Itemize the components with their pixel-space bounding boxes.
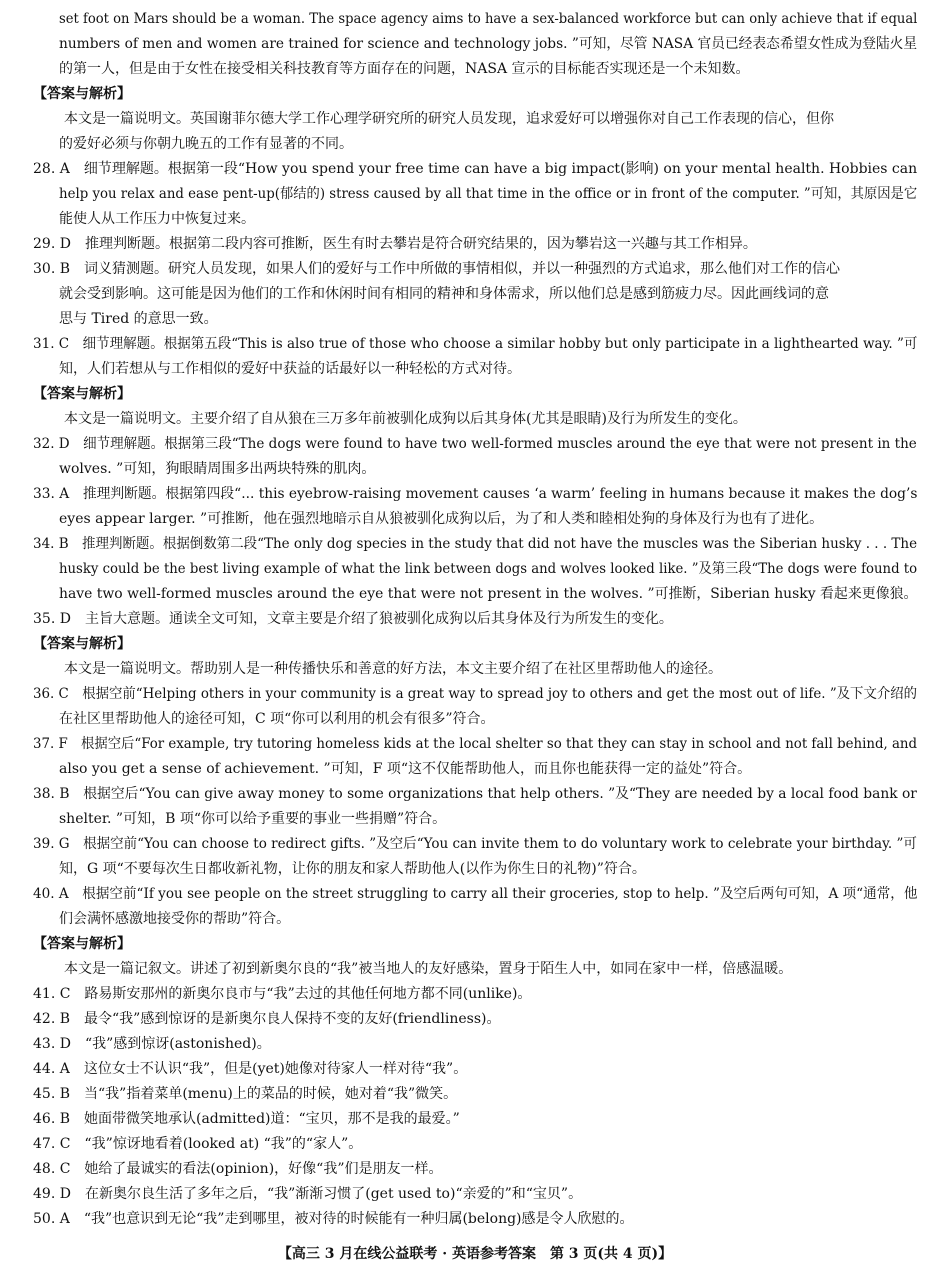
answer-item-continued: wolves. ”可知，狗眼睛周围多出两块特殊的肌肉。 [59,461,376,477]
text-line: numbers of men and women are trained for science and technology jobs. ”可知，尽管 NASA 官员已经表态希望女性成为登陆火星 [59,36,918,52]
answer-item-continued: 能使人从工作压力中恢复过来。 [59,211,255,227]
page-footer: 【高三 3 月在线公益联考 · 英语参考答案 第 3 页(共 4 页)】 [277,1246,673,1262]
passage-summary: 本文是一篇记叙文。讲述了初到新奥尔良的“我”被当地人的友好感染，置身于陌生人中，如同在家中一样，倍感温暖。 [64,961,793,977]
answer-item: 47. C “我”惊讶地看着(looked at) “我”的“家人”。 [33,1136,363,1152]
passage-summary: 本文是一篇说明文。主要介绍了自从狼在三万多年前被驯化成狗以后其身体(尤其是眼睛)及行为所发生的变化。 [64,411,747,427]
answer-item: 29. D 推理判断题。根据第二段内容可推断，医生有时去攀岩是符合研究结果的，因为攀岩这一兴趣与其工作相异。 [33,236,757,252]
answer-item-continued: also you get a sense of achievement. ”可知，F 项“这不仅能帮助他人，而且你也能获得一定的益处”符合。 [59,761,752,777]
answer-item-continued: 思与 Tired 的意思一致。 [59,311,218,327]
answer-item: 49. D 在新奥尔良生活了多年之后，“我”渐渐习惯了(get used to)“亲爱的”和“宝贝”。 [33,1186,583,1202]
answer-item-continued: husky could be the best living example of what the link between dogs and wolves looked like. ”及第三段“The dogs were found to [59,561,918,577]
answer-item-continued: 知，G 项“不要每次生日都收新礼物，让你的朋友和家人帮助他人(以作为你生日的礼物)”符合。 [59,861,646,877]
answer-item: 45. B 当“我”指着菜单(menu)上的菜品的时候，她对着“我”微笑。 [33,1086,458,1102]
answer-item-continued: shelter. ”可知，B 项“你可以给予重要的事业一些捐赠”符合。 [59,811,447,827]
answer-item: 30. B 词义猜测题。研究人员发现，如果人们的爱好与工作中所做的事情相似，并以一种强烈的方式追求，那么他们对工作的信心 [33,261,840,277]
answer-item: 48. C 她给了最诚实的看法(opinion)，好像“我”们是朋友一样。 [33,1161,443,1177]
answer-item: 34. B 推理判断题。根据倒数第二段“The only dog species in the study that did not have the muscles was the Siberian husky . . . The [33,536,918,552]
answer-item-continued: have two well-formed muscles around the eye that were not present in the wolves. ”可推断，Siberian husky 看起来更像狼。 [59,586,918,602]
answer-item: 42. B 最令“我”感到惊讶的是新奥尔良人保持不变的友好(friendliness)。 [33,1011,501,1027]
answer-item: 40. A 根据空前“If you see people on the street struggling to carry all their groceries, stop to help. ”及空后两句可知，A 项“通常，他 [33,886,918,902]
answer-item: 46. B 她面带微笑地承认(admitted)道：“宝贝，那不是我的最爱。” [33,1111,460,1127]
answer-item: 50. A “我”也意识到无论“我”走到哪里，被对待的时候能有一种归属(belong)感是令人欣慰的。 [33,1211,634,1227]
answer-item-continued: 们会满怀感激地接受你的帮助”符合。 [59,911,291,927]
section-heading: 【答案与解析】 [33,636,131,652]
text-line: 的第一人，但是由于女性在接受相关科技教育等方面存在的问题，NASA 宣示的目标能否实现还是一个未知数。 [59,61,750,77]
answer-item: 41. C 路易斯安那州的新奥尔良市与“我”去过的其他任何地方都不同(unlike)。 [33,986,532,1002]
answer-item: 43. D “我”感到惊讶(astonished)。 [33,1036,271,1052]
passage-summary: 的爱好必须与你朝九晚五的工作有显著的不同。 [59,136,353,152]
answer-item-continued: 知，人们若想从与工作相似的爱好中获益的话最好以一种轻松的方式对待。 [59,361,521,377]
answer-item-continued: help you relax and ease pent-up(郁结的) stress caused by all that time in the office or in front of the computer. ”可知，其原因是它 [59,186,918,202]
answer-item: 38. B 根据空后“You can give away money to some organizations that help others. ”及“They are needed by a local food bank or [33,786,917,802]
answer-item-continued: eyes appear larger. ”可推断，他在强烈地暗示自从狼被驯化成狗以后，为了和人类和睦相处狗的身体及行为也有了进化。 [59,511,824,527]
passage-summary: 本文是一篇说明文。帮助别人是一种传播快乐和善意的好方法，本文主要介绍了在社区里帮助他人的途径。 [64,661,722,677]
answer-item: 39. G 根据空前“You can choose to redirect gifts. ”及空后“You can invite them to do voluntary work to celebrate your birthday. ”可 [33,836,917,852]
answer-item: 35. D 主旨大意题。通读全文可知，文章主要是介绍了狼被驯化成狗以后其身体及行为所发生的变化。 [33,611,673,627]
answer-item: 28. A 细节理解题。根据第一段“How you spend your free time can have a big impact(影响) on your mental health. Hobbies can [33,161,918,177]
passage-summary: 本文是一篇说明文。英国谢菲尔德大学工作心理学研究所的研究人员发现，追求爱好可以增强你对自己工作表现的信心，但你 [64,111,834,127]
answer-item: 44. A 这位女士不认识“我”，但是(yet)她像对待家人一样对待“我”。 [33,1061,468,1077]
text-line: set foot on Mars should be a woman. The space agency aims to have a sex-balanced workforce but can only achieve that if equal [59,11,918,27]
section-heading: 【答案与解析】 [33,386,131,402]
answer-item: 31. C 细节理解题。根据第五段“This is also true of those who choose a similar hobby but only participate in a lighthearted way. ”可 [33,336,918,352]
answer-item-continued: 就会受到影响。这可能是因为他们的工作和休闲时间有相同的精神和身体需求，所以他们总是感到筋疲力尽。因此画线词的意 [59,286,829,302]
answer-item: 36. C 根据空前“Helping others in your community is a great way to spread joy to others and get the most out of life. ”及下文介绍的 [33,686,918,702]
answer-item: 37. F 根据空后“For example, try tutoring homeless kids at the local shelter so that they can stay in school and not fall behind, and [33,736,918,752]
section-heading: 【答案与解析】 [33,936,131,952]
answer-item-continued: 在社区里帮助他人的途径可知，C 项“你可以利用的机会有很多”符合。 [59,711,495,727]
section-heading: 【答案与解析】 [33,86,131,102]
answer-item: 32. D 细节理解题。根据第三段“The dogs were found to have two well-formed muscles around the eye that were not present in the [33,436,917,452]
answer-item: 33. A 推理判断题。根据第四段“... this eyebrow-raising movement causes ‘a warm’ feeling in humans because it makes the dog’s [33,486,918,502]
